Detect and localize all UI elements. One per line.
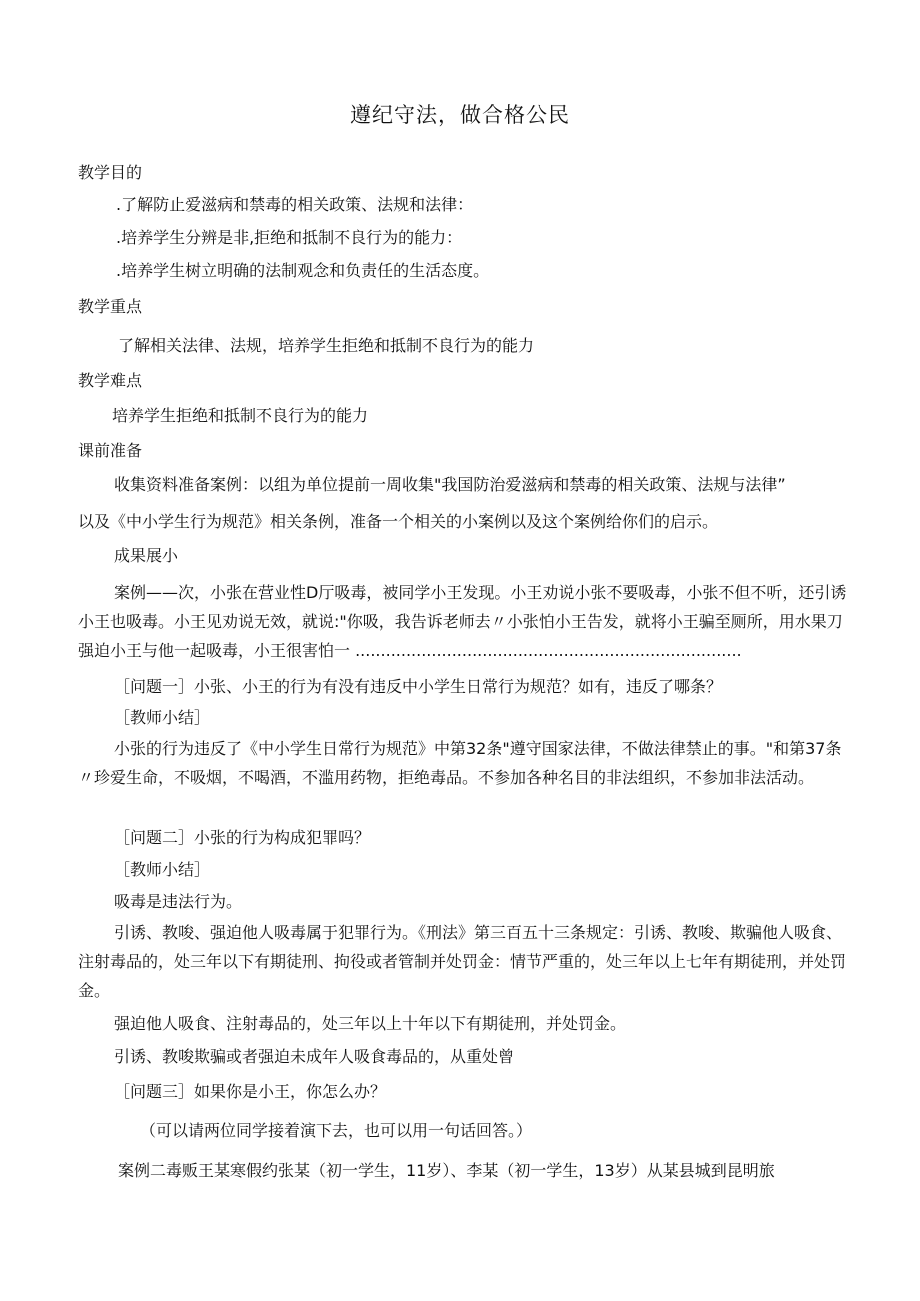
objective-item: .了解防止爱滋病和禁毒的相关政策、法规和法律：: [116, 195, 474, 214]
showcase-heading: 成果展小: [114, 546, 179, 565]
minors-clause: 引诱、教唆欺骗或者强迫未成年人吸食毒品的，从重处曾: [114, 1047, 515, 1066]
question-3-hint: （可以请两位同学接着演下去，也可以用一句话回答。）: [140, 1121, 533, 1140]
question-3: ［问题三］如果你是小王，你怎么办？: [114, 1082, 387, 1101]
forced-clause: 强迫他人吸食、注射毒品的，处三年以上十年以下有期徒刑，并处罚金。: [114, 1014, 627, 1033]
law-text: 引诱、教唆、强迫他人吸毒属于犯罪行为。《刑法》第三百五十三条规定：引诱、教唆、欺骗他人吸食、注射毒品的，处三年以下有期徒刑、拘役或者管制并处罚金：情节严重的，处三年以上七年有期徒刑，并处罚金。: [78, 923, 847, 1000]
teacher-summary-1-text: 小张的行为违反了《中小学生日常行为规范》中第32条"遵守国家法律，不做法律禁止的事。"和第37条〃珍爱生命，不吸烟，不喝酒，不滥用药物，拒绝毒品。不参加各种名目的非法组织，不参加非法活动。: [78, 739, 842, 787]
difficulties-heading: 教学难点: [78, 371, 143, 390]
teacher-summary-1-label: ［教师小结］: [114, 708, 211, 727]
objectives-heading: 教学目的: [78, 163, 143, 182]
case-2-text: 案例二毒贩王某寒假约张某（初一学生，11岁）、李某（初一学生，13岁）从某县城到昆明旅: [118, 1161, 775, 1180]
difficulties-text: 培养学生拒绝和抵制不良行为的能力: [112, 406, 369, 425]
case-1-text: 案例——次，小张在营业性D厅吸毒，被同学小王发现。小王劝说小张不要吸毒，小张不但不听，还引诱小王也吸毒。小王见劝说无效，就说:"你吸，我告诉老师去〃小张怕小王告发，就将小王骗至厕所，用水果刀强迫小王与他一起吸毒，小王很害怕一 ............................................................................: [78, 583, 847, 660]
question-2: ［问题二］小张的行为构成犯罪吗？: [114, 828, 371, 847]
preparation-line-2: 以及《中小学生行为规范》相关条例，准备一个相关的小案例以及这个案例给你们的启示。: [78, 512, 719, 531]
key-points-heading: 教学重点: [78, 297, 143, 316]
key-points-text: 了解相关法律、法规，培养学生拒绝和抵制不良行为的能力: [118, 336, 535, 355]
preparation-heading: 课前准备: [78, 441, 143, 460]
illegal-statement: 吸毒是违法行为。: [114, 892, 243, 911]
question-1: ［问题一］小张、小王的行为有没有违反中小学生日常行为规范？如有，违反了哪条？: [114, 677, 723, 696]
objective-item: .培养学生分辨是非,拒绝和抵制不良行为的能力：: [116, 228, 463, 247]
teacher-summary-2-label: ［教师小结］: [114, 860, 211, 879]
preparation-line-1: 收集资料准备案例：以组为单位提前一周收集"我国防治爱滋病和禁毒的相关政策、法规与法律”: [114, 475, 786, 494]
objective-item: .培养学生树立明确的法制观念和负责任的生活态度。: [116, 261, 490, 280]
page-title: 遵纪守法，做合格公民: [350, 103, 570, 127]
